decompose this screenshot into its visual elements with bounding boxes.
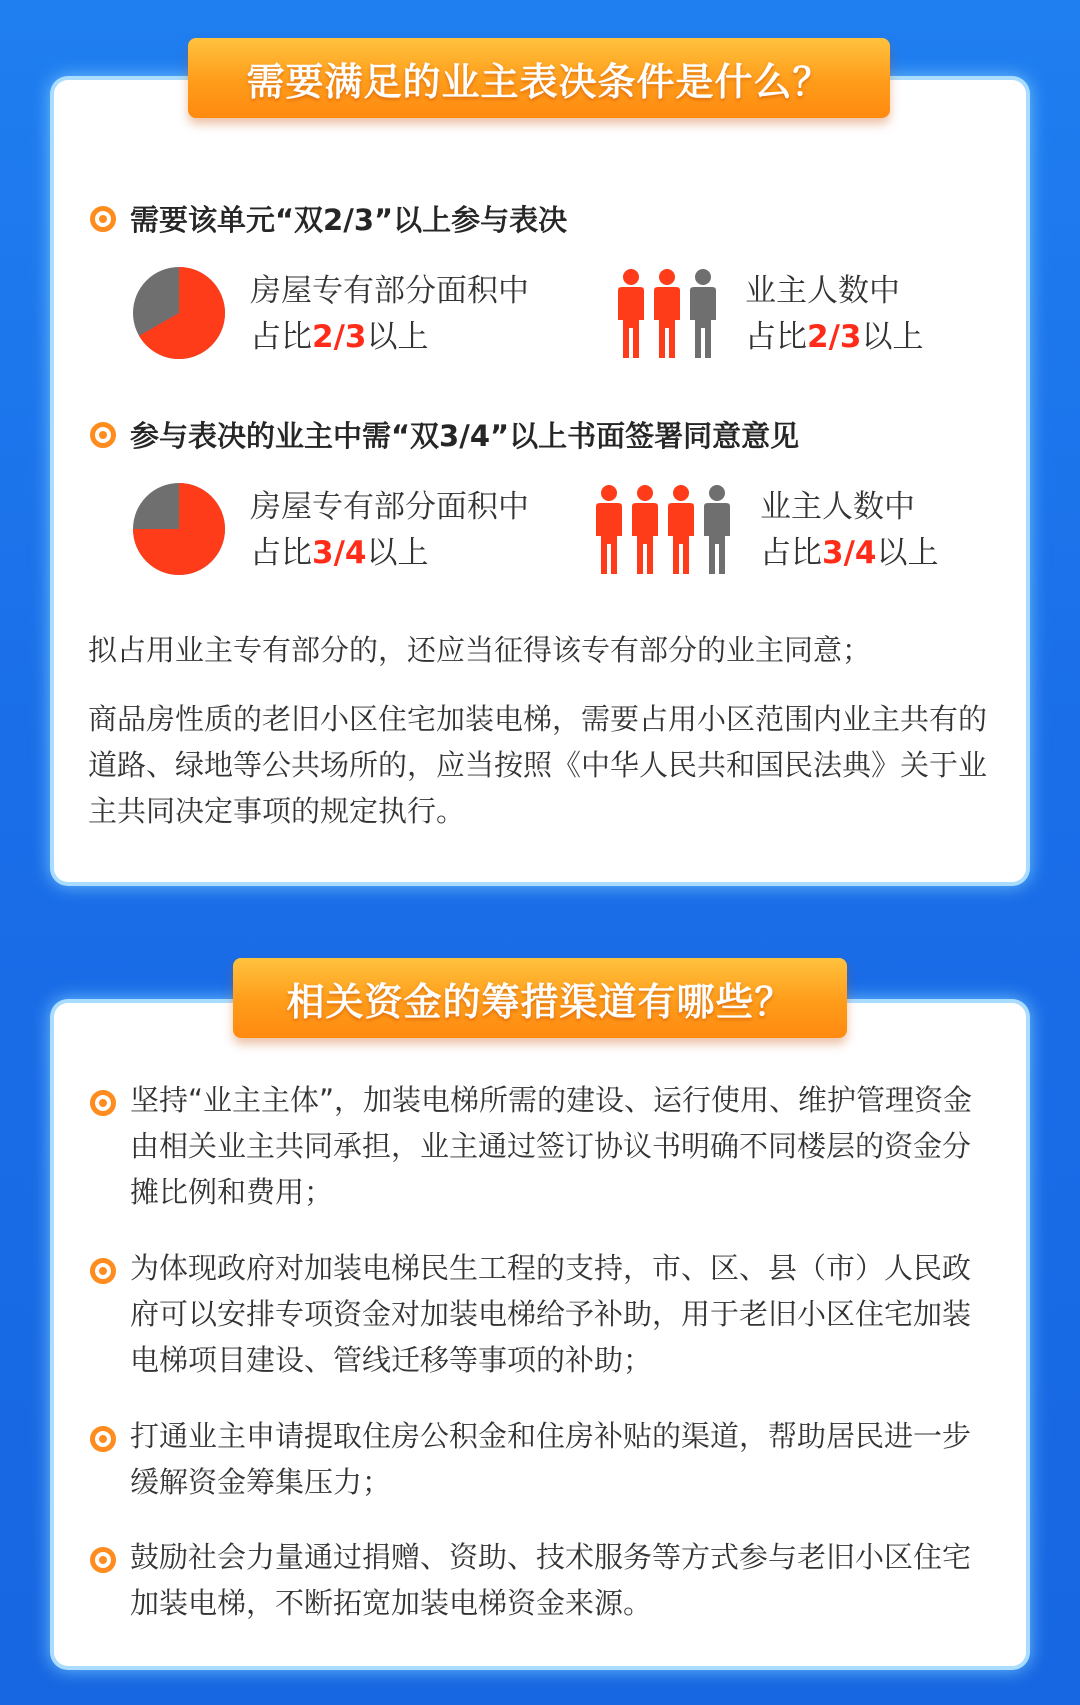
ratio-value: 2/3 [807,319,862,355]
bullet-icon [90,1090,116,1116]
area-pie-chart-3-4 [131,481,227,577]
owners-people-icon-2-3 [614,268,724,360]
section-title-voting: 需要满足的业主表决条件是什么？ [188,38,890,118]
list-item: 鼓励社会力量通过捐赠、资助、技术服务等方式参与老旧小区住宅加装电梯，不断拓宽加装电梯资金来源。 [90,1534,990,1626]
person-icon-highlighted [668,485,694,574]
ratio-value: 3/4 [312,535,367,571]
person-icon-highlighted [618,269,644,358]
owner-ratio-text-2: 业主人数中 占比3/4以上 [760,489,939,571]
requirement-heading-1: 需要该单元“双2/3”以上参与表决 [90,198,567,239]
owner-ratio-text-1: 业主人数中 占比2/3以上 [745,273,924,355]
list-item: 打通业主申请提取住房公积金和住房补贴的渠道，帮助居民进一步缓解资金筹集压力； [90,1413,990,1505]
bullet-icon [90,206,116,232]
note-public-area: 商品房性质的老旧小区住宅加装电梯，需要占用小区范围内业主共有的道路、绿地等公共场所的，应当按照《中华人民共和国民法典》关于业主共同决定事项的规定执行。 [88,702,988,828]
owners-people-icon-3-4 [592,484,737,576]
bullet-icon [90,422,116,448]
note-exclusive-part: 拟占用业主专有部分的，还应当征得该专有部分的业主同意； [88,633,872,667]
ratio-value: 3/4 [822,535,877,571]
person-icon [690,269,716,358]
person-icon-highlighted [632,485,658,574]
person-icon [704,485,730,574]
person-icon-highlighted [654,269,680,358]
area-ratio-text-1: 房屋专有部分面积中 占比2/3以上 [250,273,529,355]
list-item: 坚持“业主主体”，加装电梯所需的建设、运行使用、维护管理资金由相关业主共同承担，业主通过签订协议书明确不同楼层的资金分摊比例和费用； [90,1077,990,1215]
list-item: 为体现政府对加装电梯民生工程的支持，市、区、县（市）人民政府可以安排专项资金对加装电梯给予补助，用于老旧小区住宅加装电梯项目建设、管线迁移等事项的补助； [90,1245,990,1383]
section-title-funding: 相关资金的筹措渠道有哪些？ [233,958,847,1038]
bullet-icon [90,1547,116,1573]
ratio-value: 2/3 [312,319,367,355]
area-ratio-text-2: 房屋专有部分面积中 占比3/4以上 [250,489,529,571]
requirement-heading-2: 参与表决的业主中需“双3/4”以上书面签署同意意见 [90,414,799,455]
bullet-icon [90,1426,116,1452]
bullet-icon [90,1258,116,1284]
person-icon-highlighted [596,485,622,574]
area-pie-chart-2-3 [131,265,227,361]
